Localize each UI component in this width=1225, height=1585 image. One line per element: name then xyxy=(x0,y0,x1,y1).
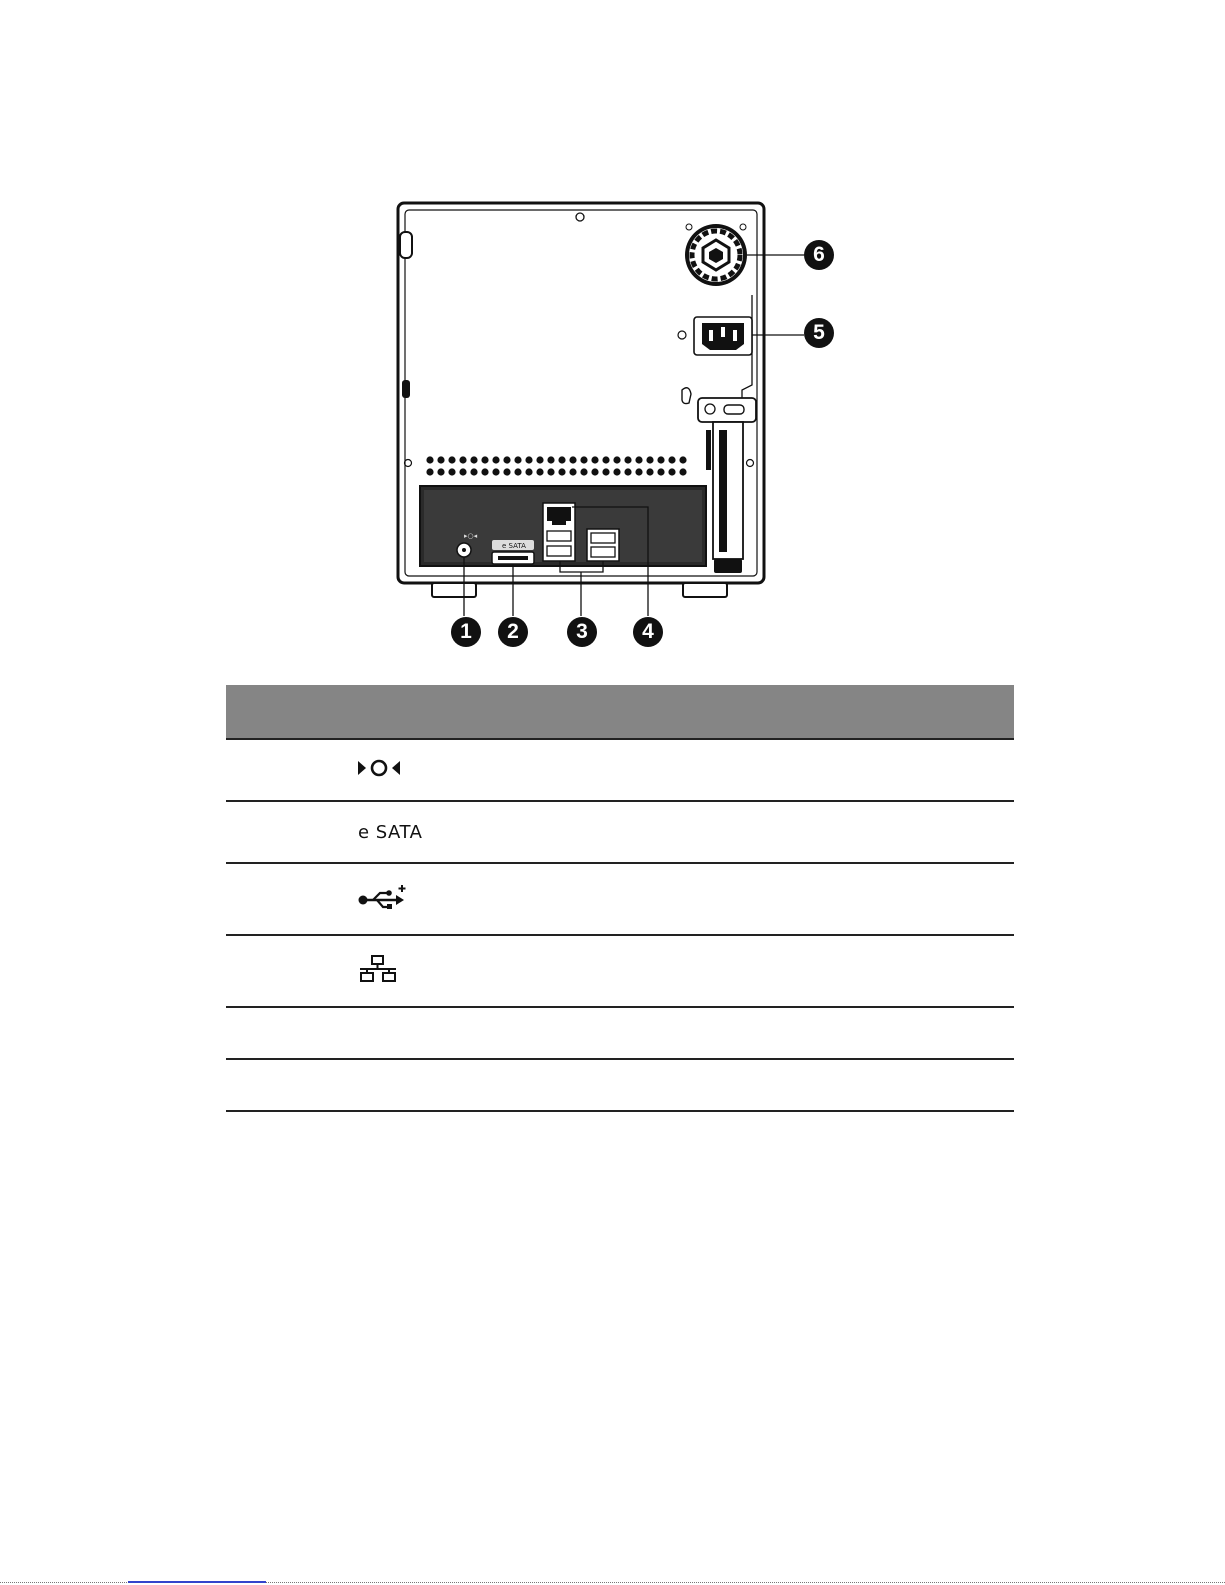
row-number xyxy=(226,1007,358,1059)
foot-left xyxy=(432,583,476,597)
port-description-table xyxy=(226,685,1014,1112)
table-row xyxy=(226,935,1014,1007)
lock-slot-icon xyxy=(402,380,410,398)
rear-panel-illustration xyxy=(380,190,850,660)
row-number xyxy=(226,739,358,801)
icon-cell xyxy=(358,863,488,935)
row-description xyxy=(488,801,1014,863)
callout-4: 4 xyxy=(633,617,663,647)
svg-text:e SATA: e SATA xyxy=(502,542,526,550)
icon-cell xyxy=(358,1059,488,1111)
header-no xyxy=(226,685,358,739)
callout-1: 1 xyxy=(451,617,481,647)
lan-usb-stack xyxy=(543,503,575,561)
lan-network-icon xyxy=(358,954,398,984)
row-number xyxy=(226,1059,358,1111)
table-row xyxy=(226,801,1014,863)
esata-port xyxy=(492,540,534,564)
callout-6: 6 xyxy=(804,240,834,270)
header-icon xyxy=(358,685,488,739)
rear-panel-figure xyxy=(380,190,850,660)
icon-cell xyxy=(358,1007,488,1059)
row-description xyxy=(488,863,1014,935)
table-row xyxy=(226,1059,1014,1111)
usb-icon xyxy=(358,883,408,911)
handle-notch xyxy=(400,232,412,258)
table-header-row xyxy=(226,685,1014,739)
table-row xyxy=(226,863,1014,935)
icon-cell xyxy=(358,935,488,1007)
row-description xyxy=(488,935,1014,1007)
table-row xyxy=(226,739,1014,801)
row-number xyxy=(226,801,358,863)
foot-right xyxy=(683,583,727,597)
footer-link-underline[interactable] xyxy=(128,1581,266,1583)
row-number xyxy=(226,935,358,1007)
row-number xyxy=(226,863,358,935)
esata-label: e SATA xyxy=(358,822,423,843)
row-description xyxy=(488,739,1014,801)
callout-5: 5 xyxy=(804,318,834,348)
power-jack-icon xyxy=(358,758,400,778)
fan-icon xyxy=(685,224,747,286)
usb-pair xyxy=(587,529,619,561)
icon-cell xyxy=(358,801,488,863)
row-description xyxy=(488,1007,1014,1059)
row-description xyxy=(488,1059,1014,1111)
icon-cell xyxy=(358,739,488,801)
callout-2: 2 xyxy=(498,617,528,647)
svg-text:▸○◂: ▸○◂ xyxy=(464,532,478,540)
table-row xyxy=(226,1007,1014,1059)
callout-3: 3 xyxy=(567,617,597,647)
header-item xyxy=(488,685,1014,739)
